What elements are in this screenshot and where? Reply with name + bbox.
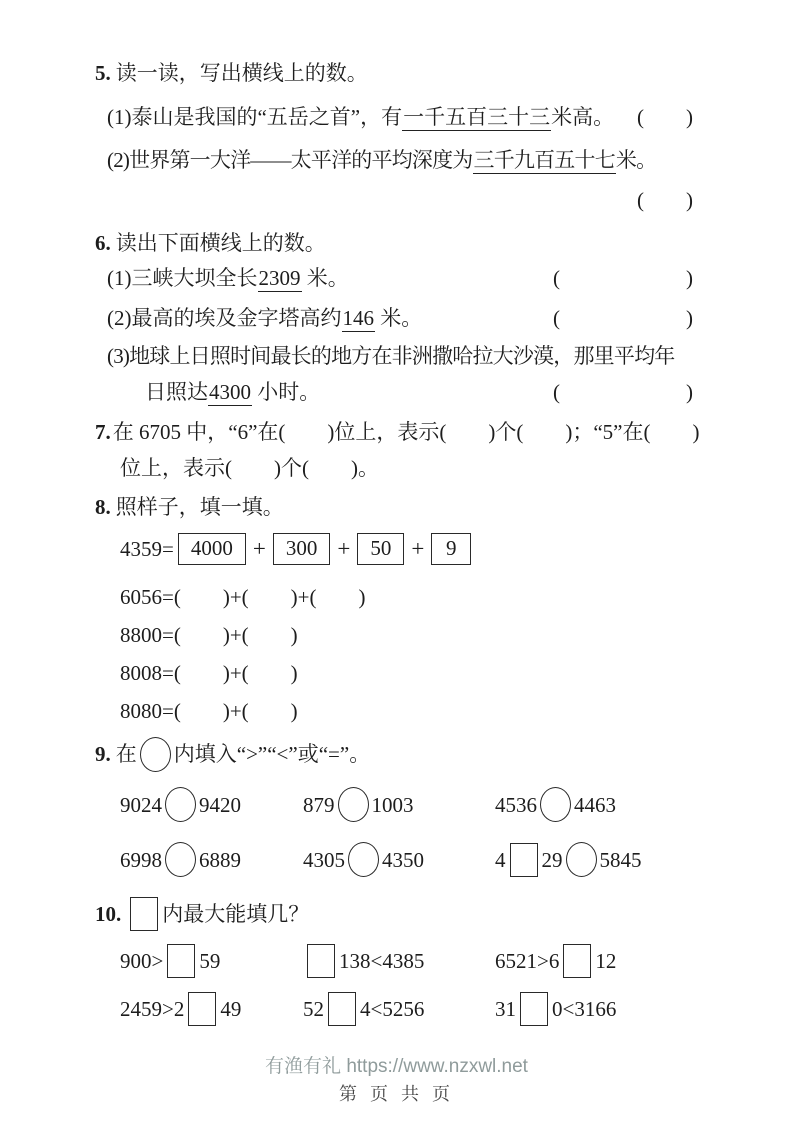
comparison-item <box>120 787 303 822</box>
q6-item-3-line-1 <box>107 341 693 371</box>
compare-mid: 29 <box>541 847 563 872</box>
q9-title-post: 内填入“>”“<”或“=”。 <box>173 742 371 766</box>
comparison-item <box>495 787 693 822</box>
q8-row-text: 8800=( )+( ) <box>120 623 298 647</box>
compare-right: 4350 <box>382 847 424 872</box>
fill-item <box>495 944 693 978</box>
fill-item <box>303 944 495 978</box>
q8-title: 照样子，填一填。 <box>115 495 284 519</box>
q6-item-2 <box>107 303 693 333</box>
q7-line-2 <box>120 453 693 483</box>
q5-item1-post: 米高。 <box>551 105 615 129</box>
q6-item1-post: 米。 <box>301 266 349 290</box>
q6-title: 读出下面横线上的数。 <box>115 231 326 255</box>
answer-blank: ( ) <box>637 105 693 129</box>
compare-left: 879 <box>303 792 335 817</box>
underlined-value: 三千九百五十七 <box>473 148 615 172</box>
compare-left: 4536 <box>495 792 537 817</box>
compare-circle-icon <box>140 737 171 772</box>
q6-item3-post: 小时。 <box>252 380 321 404</box>
compare-left: 4305 <box>303 847 345 872</box>
q5-number: 5. <box>95 61 111 85</box>
q6-item2-pre: (2)最高的埃及金字塔高约 <box>107 306 342 330</box>
plus-sign: + <box>411 536 425 561</box>
worksheet-content <box>95 58 700 1028</box>
fill-item <box>495 992 693 1026</box>
q5-item-1 <box>107 102 693 132</box>
q8-row-text: 8080=( )+( ) <box>120 699 298 723</box>
q6-item1-pre: (1)三峡大坝全长 <box>107 266 258 290</box>
compare-left: 4 <box>495 847 506 872</box>
footer-site-credit: 有渔有礼 https://www.nzxwl.net <box>265 1056 528 1077</box>
fill-post: 12 <box>595 949 617 973</box>
fill-square-icon <box>328 992 356 1026</box>
q8-row-text: 6056=( )+( )+( ) <box>120 585 366 609</box>
compare-left: 9024 <box>120 792 162 817</box>
fill-pre: 6521>6 <box>495 949 560 973</box>
compare-circle-icon <box>165 842 196 877</box>
compare-right: 6889 <box>199 847 241 872</box>
comparison-item <box>495 842 693 877</box>
sum-box: 9 <box>431 533 471 565</box>
q9-title-pre: 在 <box>115 742 137 766</box>
q10-title: 内最大能填几？ <box>162 902 310 926</box>
compare-circle-icon <box>348 842 379 877</box>
q9-heading <box>95 736 693 772</box>
answer-blank: ( ) <box>553 380 693 404</box>
fill-square-icon <box>188 992 216 1026</box>
q5-item2-post: 米。 <box>615 148 657 172</box>
q5-item1-pre: (1)泰山是我国的“五岳之首”，有 <box>107 105 403 129</box>
q5-heading <box>95 58 693 88</box>
fill-square-icon <box>130 897 158 931</box>
q8-example-lhs: 4359= <box>120 537 174 561</box>
q9-number: 9. <box>95 742 111 766</box>
q10-row-1 <box>120 942 693 980</box>
fill-pre: 900> <box>120 949 164 973</box>
plus-sign: + <box>337 536 351 561</box>
q10-row-2 <box>120 990 693 1028</box>
fill-item <box>120 992 303 1026</box>
q8-example-row <box>120 531 693 567</box>
q6-item3-text <box>145 377 320 407</box>
q6-item2-post: 米。 <box>375 306 423 330</box>
fill-item <box>120 944 303 978</box>
fill-post: 49 <box>220 997 242 1021</box>
q6-item-1 <box>107 263 693 293</box>
fill-square-icon <box>167 944 195 978</box>
compare-circle-icon <box>338 787 369 822</box>
q5-item1-text <box>107 102 614 132</box>
q6-item1-text <box>107 263 349 293</box>
comparison-item <box>303 787 495 822</box>
underlined-value: 一千五百三十三 <box>403 105 551 129</box>
q8-row-8008 <box>120 658 693 688</box>
underlined-value: 4300 <box>209 380 251 404</box>
q5-title: 读一读，写出横线上的数。 <box>115 61 368 85</box>
fill-pre: 52 <box>303 997 324 1021</box>
q6-item3-line1-text: (3)地球上日照时间最长的地方在非洲撒哈拉大沙漠，那里平均年 <box>107 344 675 368</box>
fill-pre: 31 <box>495 997 516 1021</box>
compare-circle-icon <box>540 787 571 822</box>
q6-item-3-line-2 <box>145 377 693 407</box>
q5-item2-pre: (2)世界第一大洋——太平洋的平均深度为 <box>107 148 473 172</box>
fill-post: 59 <box>199 949 221 973</box>
q7-line-1 <box>95 417 700 447</box>
answer-blank: ( ) <box>553 266 693 290</box>
footer-page-label: 第 页 共 页 <box>338 1084 454 1104</box>
q6-item3-pre: 日照达 <box>145 380 208 404</box>
fill-square-icon <box>563 944 591 978</box>
q8-heading <box>95 492 693 522</box>
fill-pre: 2459>2 <box>120 997 185 1021</box>
fill-post: 4<5256 <box>360 997 425 1021</box>
underlined-value: 2309 <box>258 266 301 290</box>
q8-row-8080 <box>120 696 693 726</box>
q6-item2-text <box>107 303 422 333</box>
q8-number: 8. <box>95 495 111 519</box>
sum-box: 50 <box>357 533 404 565</box>
fill-square-icon <box>307 944 335 978</box>
answer-blank: ( ) <box>637 188 693 212</box>
compare-circle-icon <box>165 787 196 822</box>
compare-right: 4463 <box>574 792 616 817</box>
compare-circle-icon <box>566 842 597 877</box>
q10-number: 10. <box>95 902 122 926</box>
q8-row-8800 <box>120 620 693 650</box>
q10-heading <box>95 896 693 932</box>
compare-right: 5845 <box>599 847 642 872</box>
q6-number: 6. <box>95 231 111 255</box>
sum-box: 4000 <box>178 533 246 565</box>
q7-line1-text: 在 6705 中，“6”在( )位上，表示( )个( )；“5”在( ) <box>112 420 700 444</box>
compare-right: 9420 <box>199 792 241 817</box>
fill-post: 0<3166 <box>552 997 617 1021</box>
plus-sign: + <box>252 536 266 561</box>
q8-row-text: 8008=( )+( ) <box>120 661 298 685</box>
underlined-value: 146 <box>342 306 374 330</box>
q7-line2-text: 位上，表示( )个( )。 <box>120 456 379 480</box>
compare-left: 6998 <box>120 847 162 872</box>
fill-item <box>303 992 495 1026</box>
q8-row-6056 <box>120 582 693 612</box>
compare-right: 1003 <box>371 792 414 817</box>
q9-row-1 <box>120 786 693 822</box>
comparison-item <box>303 842 495 877</box>
fill-square-icon <box>510 843 538 877</box>
answer-blank: ( ) <box>553 306 693 330</box>
comparison-item <box>120 842 303 877</box>
fill-square-icon <box>520 992 548 1026</box>
sum-box: 300 <box>273 533 331 565</box>
q5-item2-answer-line <box>95 185 693 215</box>
q7-number: 7. <box>95 420 111 444</box>
q9-row-2 <box>120 841 693 877</box>
q5-item-2 <box>107 145 693 175</box>
q6-heading <box>95 228 693 258</box>
fill-post: 138<4385 <box>339 949 425 973</box>
